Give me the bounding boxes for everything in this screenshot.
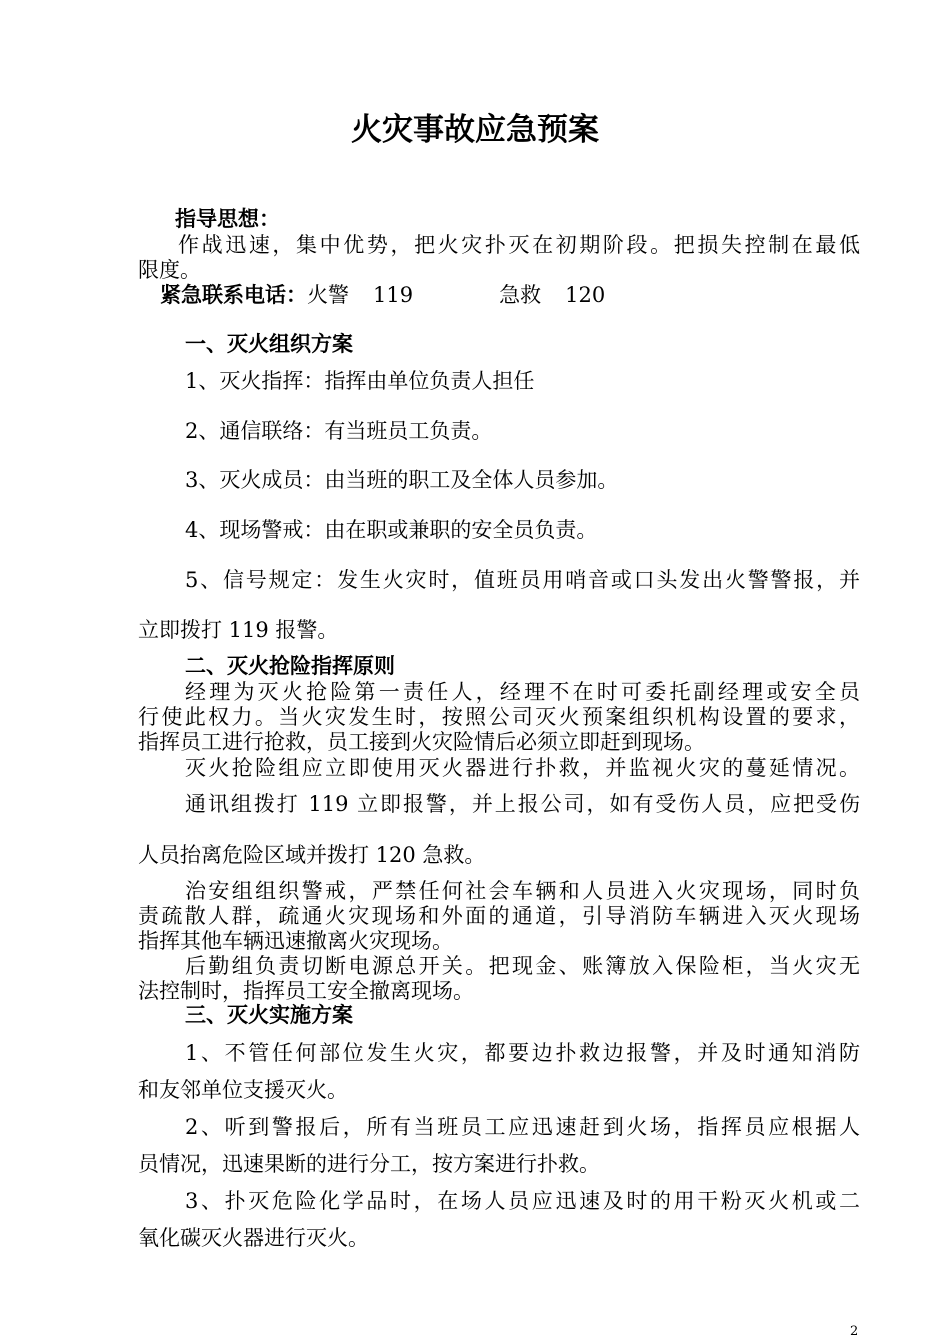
- guide-line: 限度。: [138, 258, 201, 282]
- paragraph-line: 责疏散人群，疏通火灾现场和外面的通道，引导消防车辆进入灭火现场: [138, 904, 860, 928]
- paragraph-line: 指挥员工进行抢救，员工接到火灾险情后必须立即赶到现场。: [138, 730, 705, 754]
- emergency-contacts: [160, 282, 882, 308]
- guide-line: 作战迅速，集中优势，把火灾扑灭在初期阶段。把损失控制在最低: [178, 233, 860, 257]
- page-number: 2: [850, 1324, 859, 1339]
- paragraph-line: 指挥其他车辆迅速撤离火灾现场。: [138, 929, 453, 953]
- list-item: 2、听到警报后，所有当班员工应迅速赶到火场，指挥员应根据人: [185, 1115, 860, 1139]
- list-item: 1、灭火指挥：指挥由单位负责人担任: [185, 369, 535, 393]
- section-heading: 二、灭火抢险指挥原则: [185, 653, 395, 678]
- section-heading: 三、灭火实施方案: [185, 1002, 353, 1027]
- list-item: 3、灭火成员：由当班的职工及全体人员参加。: [185, 468, 619, 492]
- list-item: 5、信号规定：发生火灾时，值班员用哨音或口头发出火警警报，并: [185, 568, 860, 592]
- paragraph-line: 法控制时，指挥员工安全撤离现场。: [138, 979, 474, 1003]
- list-item-continued: 立即拨打 119 报警。: [138, 618, 339, 642]
- paragraph-line: 后勤组负责切断电源总开关。把现金、账簿放入保险柜，当火灾无: [185, 954, 860, 978]
- paragraph-line: 人员抬离危险区域并拨打 120 急救。: [138, 843, 486, 867]
- contact-aid-number: 120: [565, 283, 606, 307]
- list-item: 2、通信联络：有当班员工负责。: [185, 419, 493, 443]
- paragraph-line: 治安组组织警戒，严禁任何社会车辆和人员进入火灾现场，同时负: [185, 879, 860, 903]
- list-item-continued: 和友邻单位支援灭火。: [138, 1078, 348, 1102]
- paragraph-line: 灭火抢险组应立即使用灭火器进行扑救，并监视火灾的蔓延情况。: [185, 756, 860, 780]
- paragraph-line: 通讯组拨打 119 立即报警，并上报公司，如有受伤人员，应把受伤: [185, 792, 860, 816]
- contact-label: 紧急联系电话：: [160, 282, 307, 307]
- contact-fire: 火警: [307, 283, 349, 307]
- contact-fire-number: 119: [373, 283, 414, 307]
- list-item: 3、扑灭危险化学品时，在场人员应迅速及时的用干粉灭火机或二: [185, 1189, 860, 1213]
- contact-aid: 急救: [499, 283, 542, 307]
- section-heading: 一、灭火组织方案: [185, 331, 353, 356]
- list-item: 4、现场警戒：由在职或兼职的安全员负责。: [185, 518, 598, 542]
- document-title: 火灾事故应急预案: [351, 112, 599, 148]
- paragraph-line: 行使此权力。当火灾发生时，按照公司灭火预案组织机构设置的要求，: [138, 705, 860, 729]
- paragraph-line: 经理为灭火抢险第一责任人，经理不在时可委托副经理或安全员: [185, 680, 860, 704]
- guide-heading: 指导思想：: [175, 206, 280, 231]
- list-item-continued: 员情况，迅速果断的进行分工，按方案进行扑救。: [138, 1152, 600, 1176]
- list-item-continued: 氧化碳灭火器进行灭火。: [138, 1226, 369, 1250]
- list-item: 1、不管任何部位发生火灾，都要边扑救边报警，并及时通知消防: [185, 1041, 860, 1065]
